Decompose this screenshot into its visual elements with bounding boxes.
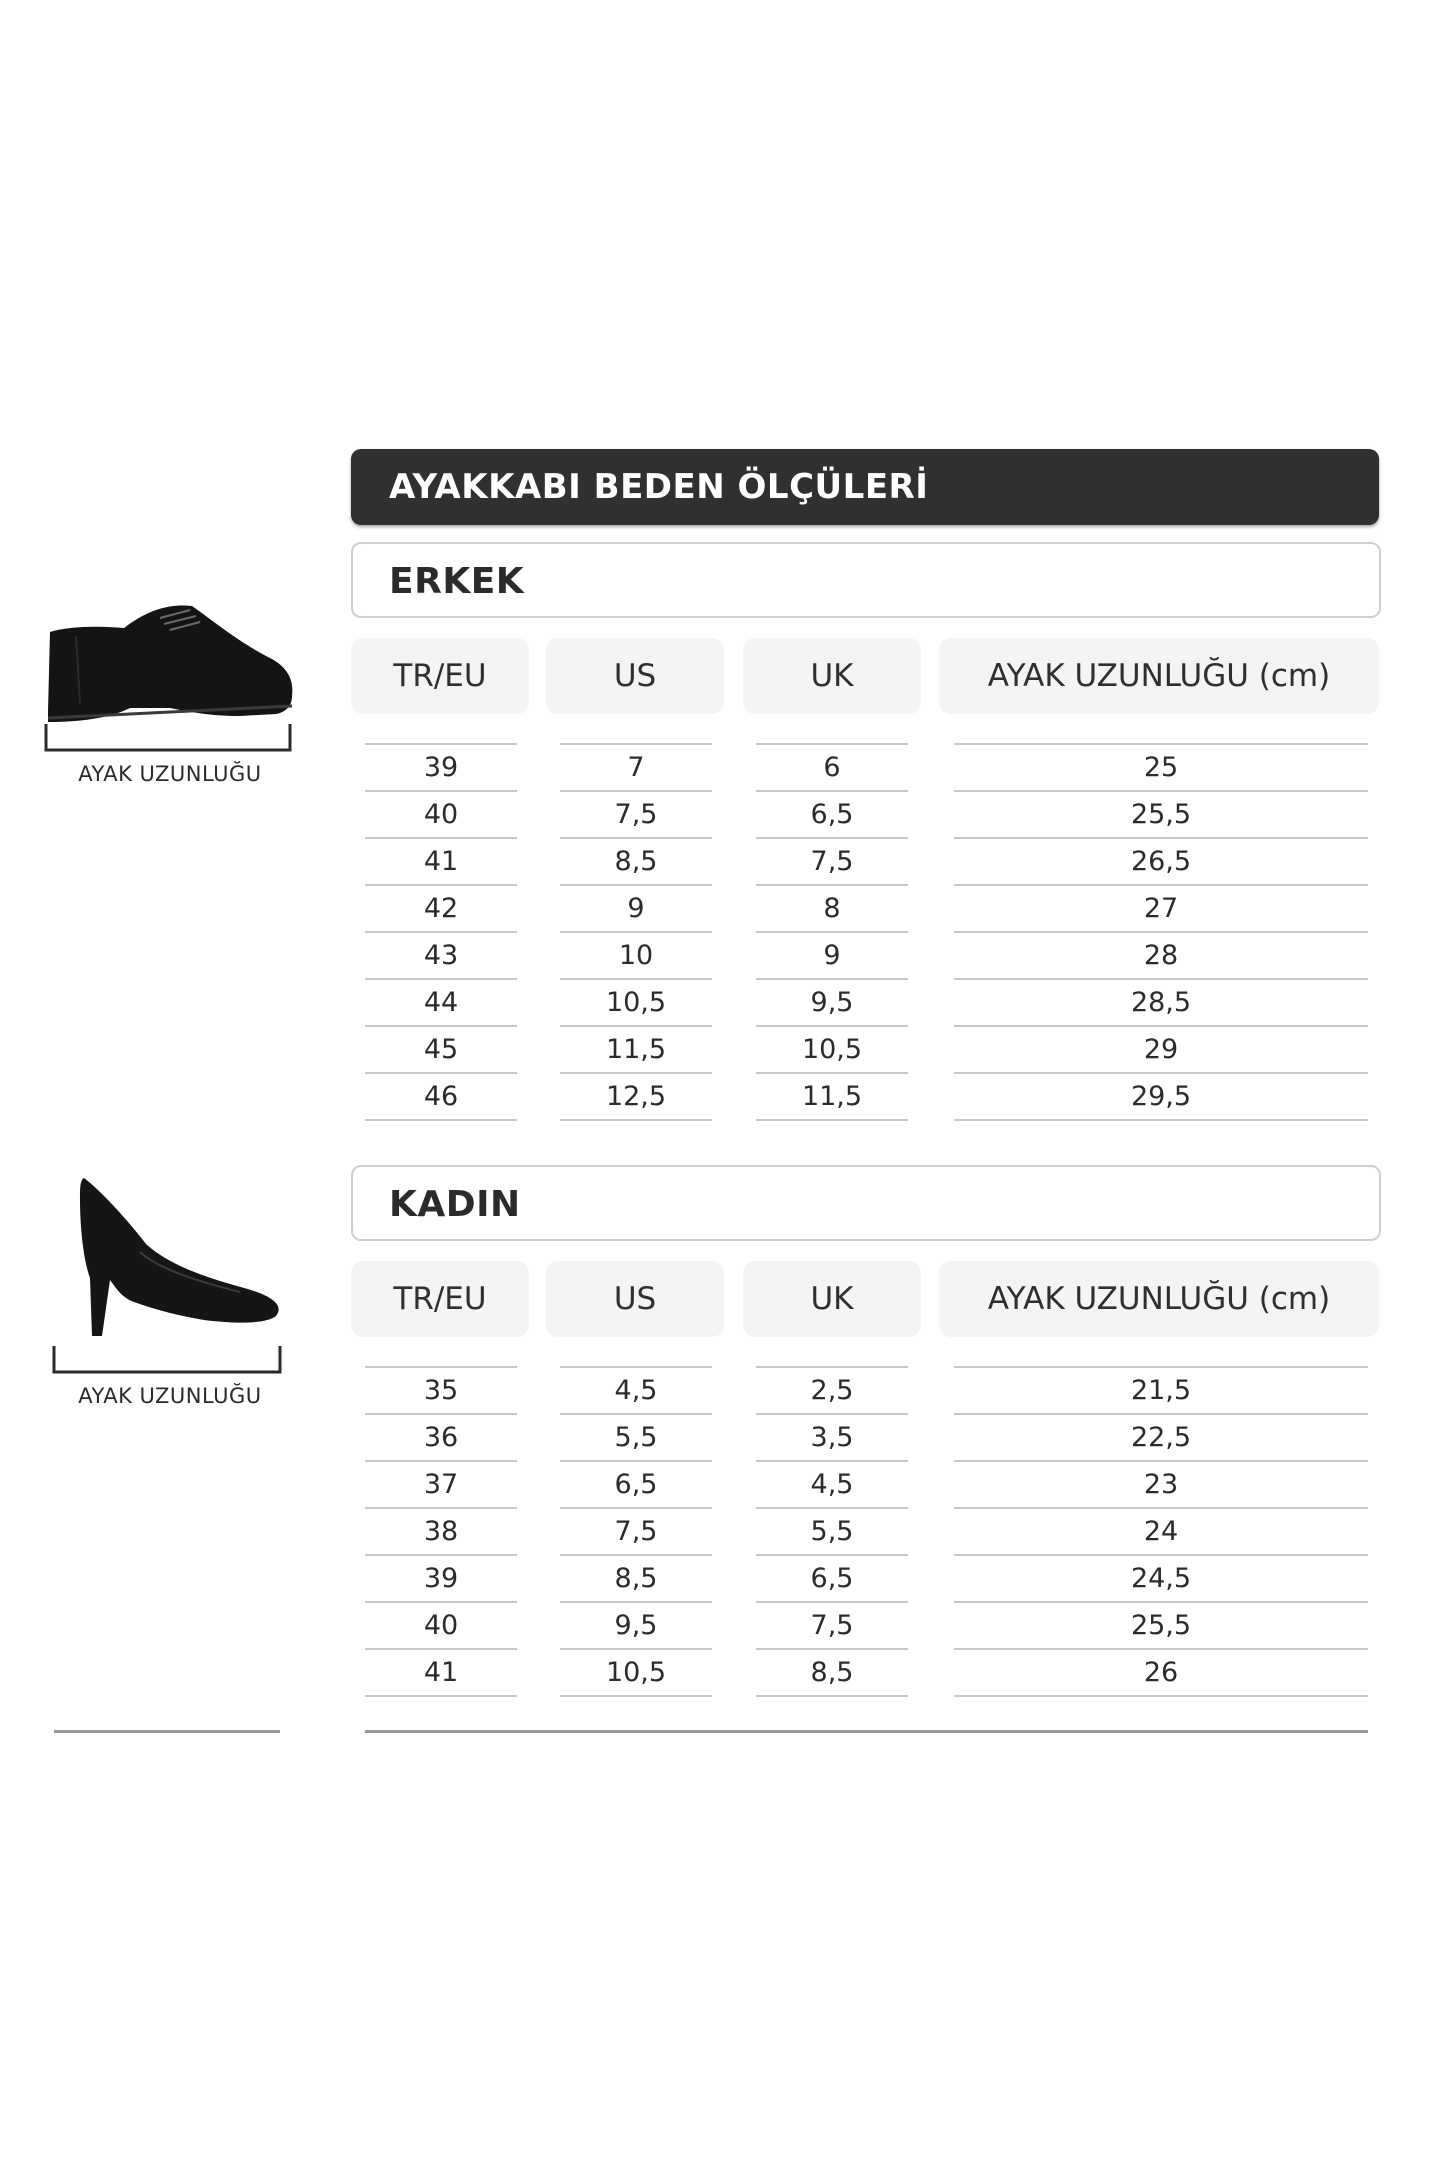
women-cell-tr-eu: 36 (423, 1422, 459, 1453)
women-cell-tr-eu: 40 (423, 1610, 459, 1641)
women-cell-uk: 5,5 (810, 1516, 854, 1547)
women-cell-us: 8,5 (614, 1563, 658, 1594)
women-cell-us: 5,5 (614, 1422, 658, 1453)
women-section-label: KADIN (389, 1184, 521, 1225)
women-cell-foot-length: 25,5 (1130, 1610, 1192, 1641)
women-cell-us: 7,5 (614, 1516, 658, 1547)
women-cell-us: 4,5 (614, 1375, 658, 1406)
men-cell-tr-eu: 43 (423, 940, 459, 971)
women-cell-uk: 3,5 (810, 1422, 854, 1453)
men-cell-uk: 6 (823, 752, 841, 783)
women-cell-tr-eu: 39 (423, 1563, 459, 1594)
men-cell-us: 7 (627, 752, 645, 783)
men-cell-us: 10,5 (605, 987, 667, 1018)
men-col-us: US (546, 638, 724, 714)
women-cell-tr-eu: 38 (423, 1516, 459, 1547)
men-col-tr-eu: TR/EU (351, 638, 529, 714)
men-cell-tr-eu: 46 (423, 1081, 459, 1112)
women-cell-foot-length: 23 (1143, 1469, 1179, 1500)
women-cell-foot-length: 24,5 (1130, 1563, 1192, 1594)
women-cell-tr-eu: 37 (423, 1469, 459, 1500)
men-cell-uk: 8 (823, 893, 841, 924)
men-shoe-caption: AYAK UZUNLUĞU (78, 762, 262, 786)
men-col-uk: UK (743, 638, 921, 714)
women-cell-uk: 7,5 (810, 1610, 854, 1641)
women-cell-uk: 2,5 (810, 1375, 854, 1406)
women-col-us: US (546, 1261, 724, 1337)
women-cell-tr-eu: 41 (423, 1657, 459, 1688)
men-cell-foot-length: 25 (1143, 752, 1179, 783)
men-cell-uk: 9 (823, 940, 841, 971)
men-cell-us: 8,5 (614, 846, 658, 877)
women-cell-uk: 8,5 (810, 1657, 854, 1688)
women-shoe-caption: AYAK UZUNLUĞU (78, 1384, 262, 1408)
men-cell-foot-length: 29 (1143, 1034, 1179, 1065)
women-cell-us: 9,5 (614, 1610, 658, 1641)
men-cell-foot-length: 28 (1143, 940, 1179, 971)
men-cell-us: 12,5 (605, 1081, 667, 1112)
men-cell-foot-length: 28,5 (1130, 987, 1192, 1018)
men-cell-tr-eu: 45 (423, 1034, 459, 1065)
women-col-tr-eu: TR/EU (351, 1261, 529, 1337)
women-cell-us: 6,5 (614, 1469, 658, 1500)
women-cell-tr-eu: 35 (423, 1375, 459, 1406)
men-cell-uk: 9,5 (810, 987, 854, 1018)
women-cell-us: 10,5 (605, 1657, 667, 1688)
men-cell-us: 7,5 (614, 799, 658, 830)
left-bottom-divider (54, 1730, 280, 1733)
women-cell-foot-length: 24 (1143, 1516, 1179, 1547)
men-cell-tr-eu: 41 (423, 846, 459, 877)
women-cell-foot-length: 26 (1143, 1657, 1179, 1688)
men-cell-foot-length: 29,5 (1130, 1081, 1192, 1112)
men-cell-us: 11,5 (605, 1034, 667, 1065)
women-cell-uk: 4,5 (810, 1469, 854, 1500)
women-col-foot-length: AYAK UZUNLUĞU (cm) (939, 1261, 1379, 1337)
men-cell-tr-eu: 40 (423, 799, 459, 830)
women-cell-foot-length: 21,5 (1130, 1375, 1192, 1406)
men-cell-foot-length: 27 (1143, 893, 1179, 924)
men-cell-tr-eu: 42 (423, 893, 459, 924)
men-cell-foot-length: 26,5 (1130, 846, 1192, 877)
table-bottom-divider (365, 1730, 1368, 1733)
men-cell-us: 9 (627, 893, 645, 924)
page-title: AYAKKABI BEDEN ÖLÇÜLERİ (389, 467, 929, 507)
men-cell-foot-length: 25,5 (1130, 799, 1192, 830)
men-cell-uk: 11,5 (801, 1081, 863, 1112)
women-col-uk: UK (743, 1261, 921, 1337)
men-cell-us: 10 (618, 940, 654, 971)
men-cell-tr-eu: 39 (423, 752, 459, 783)
men-cell-tr-eu: 44 (423, 987, 459, 1018)
women-cell-uk: 6,5 (810, 1563, 854, 1594)
men-cell-uk: 7,5 (810, 846, 854, 877)
men-cell-uk: 6,5 (810, 799, 854, 830)
women-cell-foot-length: 22,5 (1130, 1422, 1192, 1453)
men-cell-uk: 10,5 (801, 1034, 863, 1065)
men-col-foot-length: AYAK UZUNLUĞU (cm) (939, 638, 1379, 714)
men-section-label: ERKEK (389, 561, 525, 602)
